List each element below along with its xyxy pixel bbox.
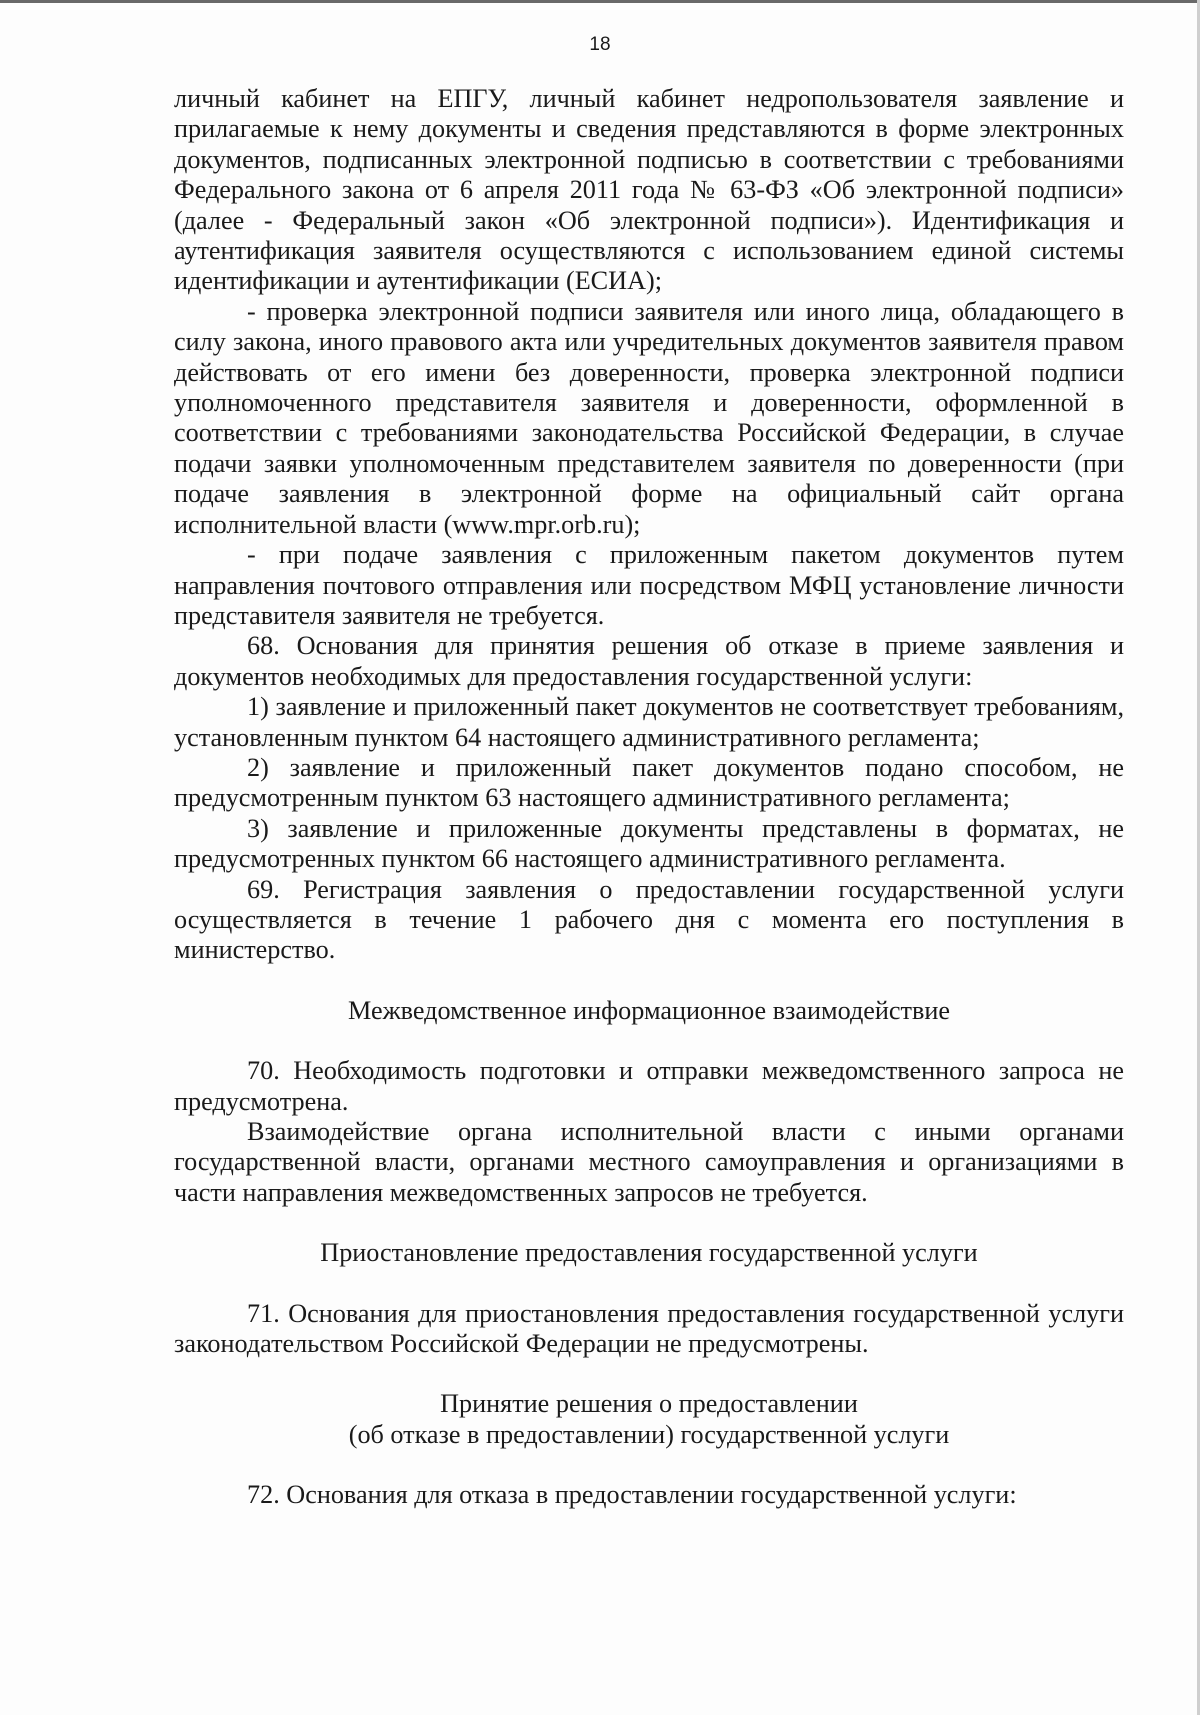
paragraph-esia: личный кабинет на ЕПГУ, личный кабинет недропользователя заявление и прилагаемые к нему документы и сведения представляются в форме электронных документов, подписанных электронной подписью в соответствии с требованиями Федерального закона от 6 апреля 2011 года № 63-ФЗ «Об электронной подписи» (далее - Федеральный закон «Об электронной подписи»). Идентификация и аутентификация заявителя осуществляются с использованием единой системы идентификации и аутентификации (ЕСИА); (174, 84, 1124, 296)
paragraph-70-interaction: Взаимодействие органа исполнительной власти с иными органами государственной власти, органами местного самоуправления и организациями в части направления межведомственных запросов не требуется. (174, 1117, 1124, 1207)
list-item-68-3: 3) заявление и приложенные документы представлены в форматах, не предусмотренных пунктом 66 настоящего административного регламента. (174, 813, 1124, 874)
page-number: 18 (589, 34, 611, 55)
paragraph-70: 70. Необходимость подготовки и отправки межведомственного запроса не предусмотрена. (174, 1056, 1124, 1116)
paragraph-68: 68. Основания для принятия решения об отказе в приеме заявления и документов необходимых для предоставления государственной услуги: (174, 631, 1124, 691)
section-heading-decision-line1: Принятие решения о предоставлении (440, 1389, 858, 1419)
document-body (174, 84, 1124, 1511)
section-heading-decision-line2: (об отказе в предоставлении) государственной услуги (348, 1419, 950, 1449)
paragraph-72: 72. Основания для отказа в предоставлении государственной услуги: (247, 1480, 1017, 1510)
paragraph-signature-check: - проверка электронной подписи заявителя или иного лица, обладающего в силу закона, иного правового акта или учредительных документов заявителя правом действовать от его имени без доверенности, проверка электронной подписи уполномоченного представителя заявителя и доверенности, оформленной в соответствии с требованиями законодательства Российской Федерации, в случае подачи заявки уполномоченным представителем заявителя по доверенности (при подаче заявления в электронной форме на официальный сайт органа исполнительной власти (www.mpr.orb.ru); (174, 296, 1124, 539)
paragraph-69: 69. Регистрация заявления о предоставлении государственной услуги осуществляется в течение 1 рабочего дня с момента его поступления в министерство. (174, 874, 1124, 965)
paragraph-71: 71. Основания для приостановления предоставления государственной услуги законодательством Российской Федерации не предусмотрены. (174, 1298, 1124, 1359)
scan-edge-top (0, 0, 1200, 3)
section-heading-interagency: Межведомственное информационное взаимодействие (348, 995, 950, 1025)
paragraph-postal-submission: - при подаче заявления с приложенным пакетом документов путем направления почтового отправления или посредством МФЦ установление личности представителя заявителя не требуется. (174, 540, 1124, 630)
section-heading-suspension: Приостановление предоставления государственной услуги (320, 1238, 978, 1268)
list-item-68-1: 1) заявление и приложенный пакет документов не соответствует требованиям, установленным пунктом 64 настоящего административного регламента; (174, 692, 1124, 752)
list-item-68-2: 2) заявление и приложенный пакет документов подано способом, не предусмотренным пунктом 63 настоящего административного регламента; (174, 752, 1124, 813)
